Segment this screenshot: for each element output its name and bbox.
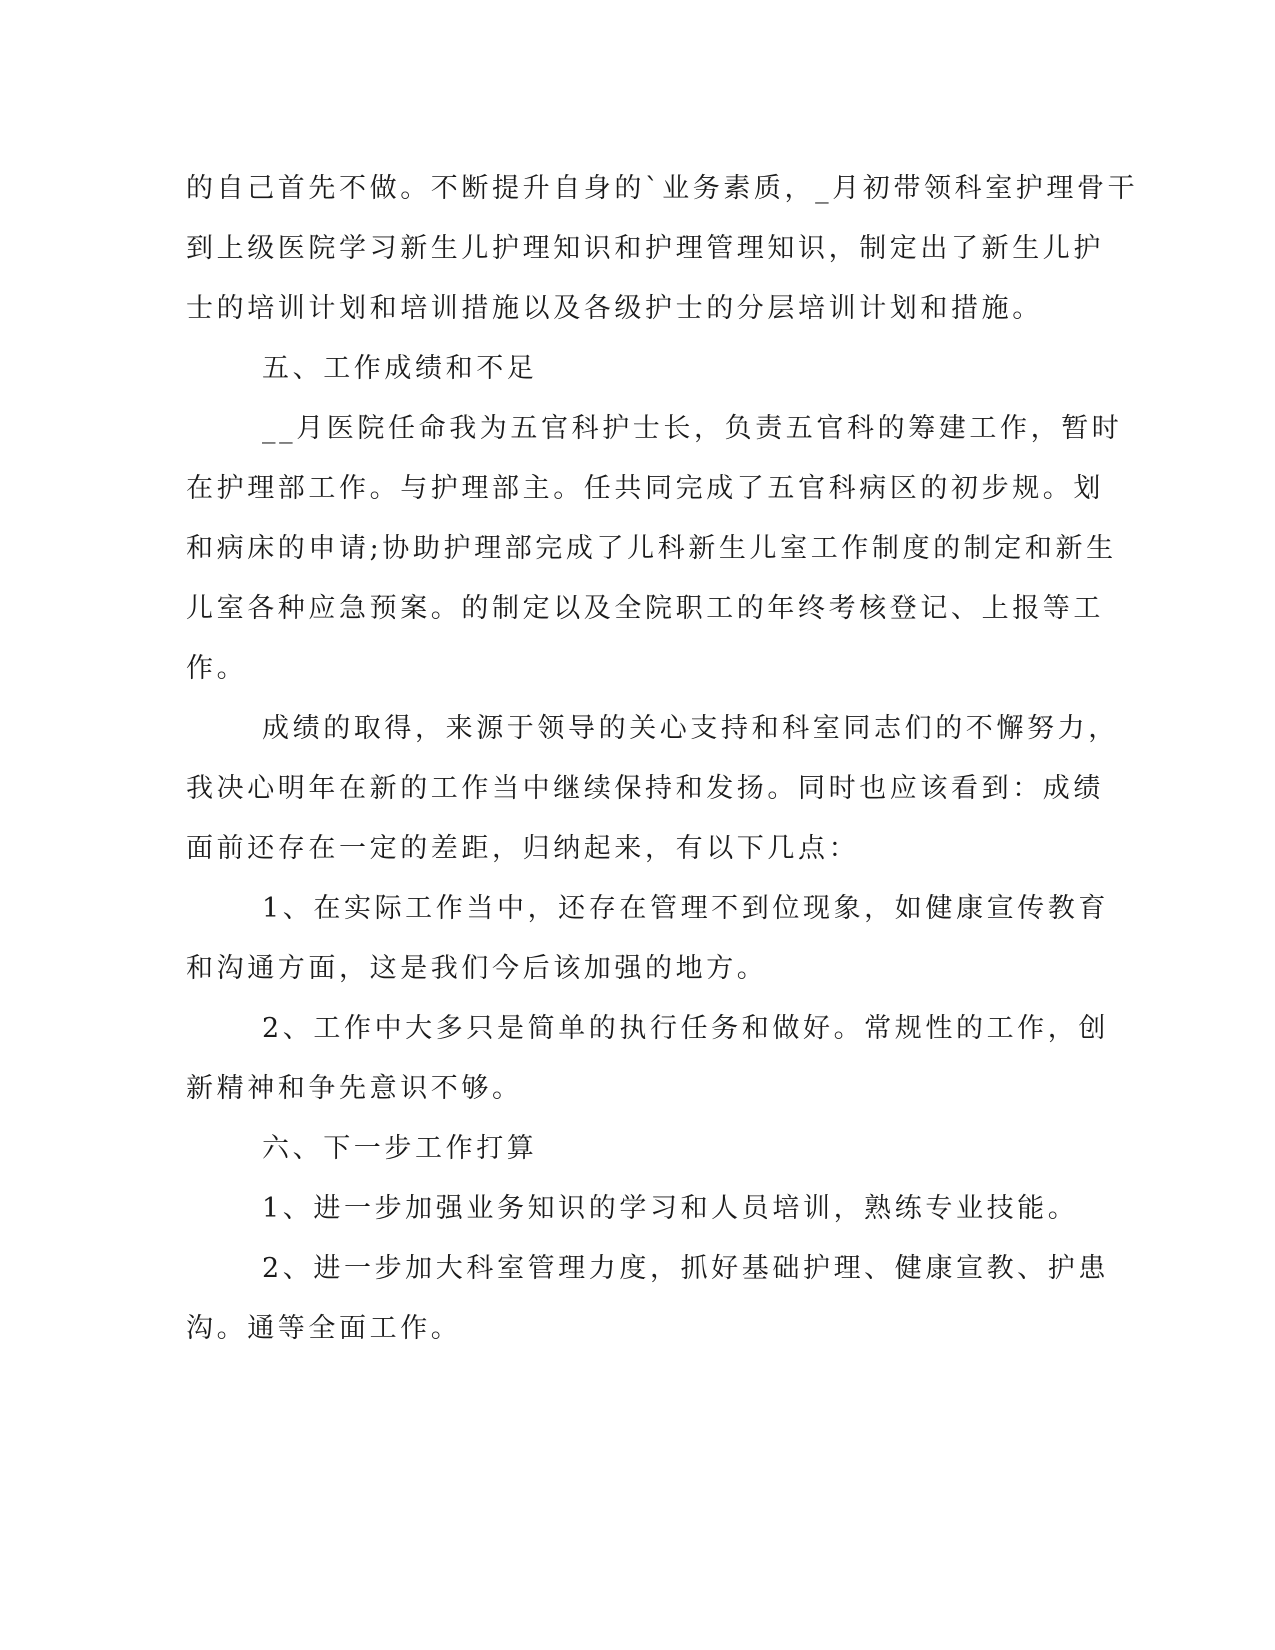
text-line: 和病床的申请;协助护理部完成了儿科新生儿室工作制度的制定和新生 [186,533,1117,564]
text-line: 沟。通等全面工作。 [186,1313,462,1344]
text-line: 成绩的取得，来源于领导的关心支持和科室同志们的不懈努力， [262,713,1119,744]
list-item: 1、在实际工作当中，还存在管理不到位现象，如健康宣传教育 [262,893,1109,924]
text-line: 的自己首先不做。不断提升自身的`业务素质，_月初带领科室护理骨干 [186,173,1139,204]
text-line: 士的培训计划和培训措施以及各级护士的分层培训计划和措施。 [186,293,1043,324]
list-item: 2、进一步加大科室管理力度，抓好基础护理、健康宣教、护患 [262,1253,1109,1284]
text-line: 和沟通方面，这是我们今后该加强的地方。 [186,953,768,984]
text-line: 到上级医院学习新生儿护理知识和护理管理知识，制定出了新生儿护 [186,233,1104,264]
text-line: 面前还存在一定的差距，归纳起来，有以下几点： [186,833,860,864]
text-line: 我决心明年在新的工作当中继续保持和发扬。同时也应该看到：成绩 [186,773,1104,804]
text-line: 作。 [186,653,248,684]
text-line: __月医院任命我为五官科护士长，负责五官科的筹建工作，暂时 [262,413,1123,444]
list-item: 1、进一步加强业务知识的学习和人员培训，熟练专业技能。 [262,1193,1079,1224]
list-item: 2、工作中大多只是简单的执行任务和做好。常规性的工作，创 [262,1013,1109,1044]
section-heading: 六、下一步工作打算 [262,1133,538,1164]
section-heading: 五、工作成绩和不足 [262,353,538,384]
text-line: 儿室各种应急预案。的制定以及全院职工的年终考核登记、上报等工 [186,593,1104,624]
text-line: 新精神和争先意识不够。 [186,1073,523,1104]
text-line: 在护理部工作。与护理部主。任共同完成了五官科病区的初步规。划 [186,473,1104,504]
